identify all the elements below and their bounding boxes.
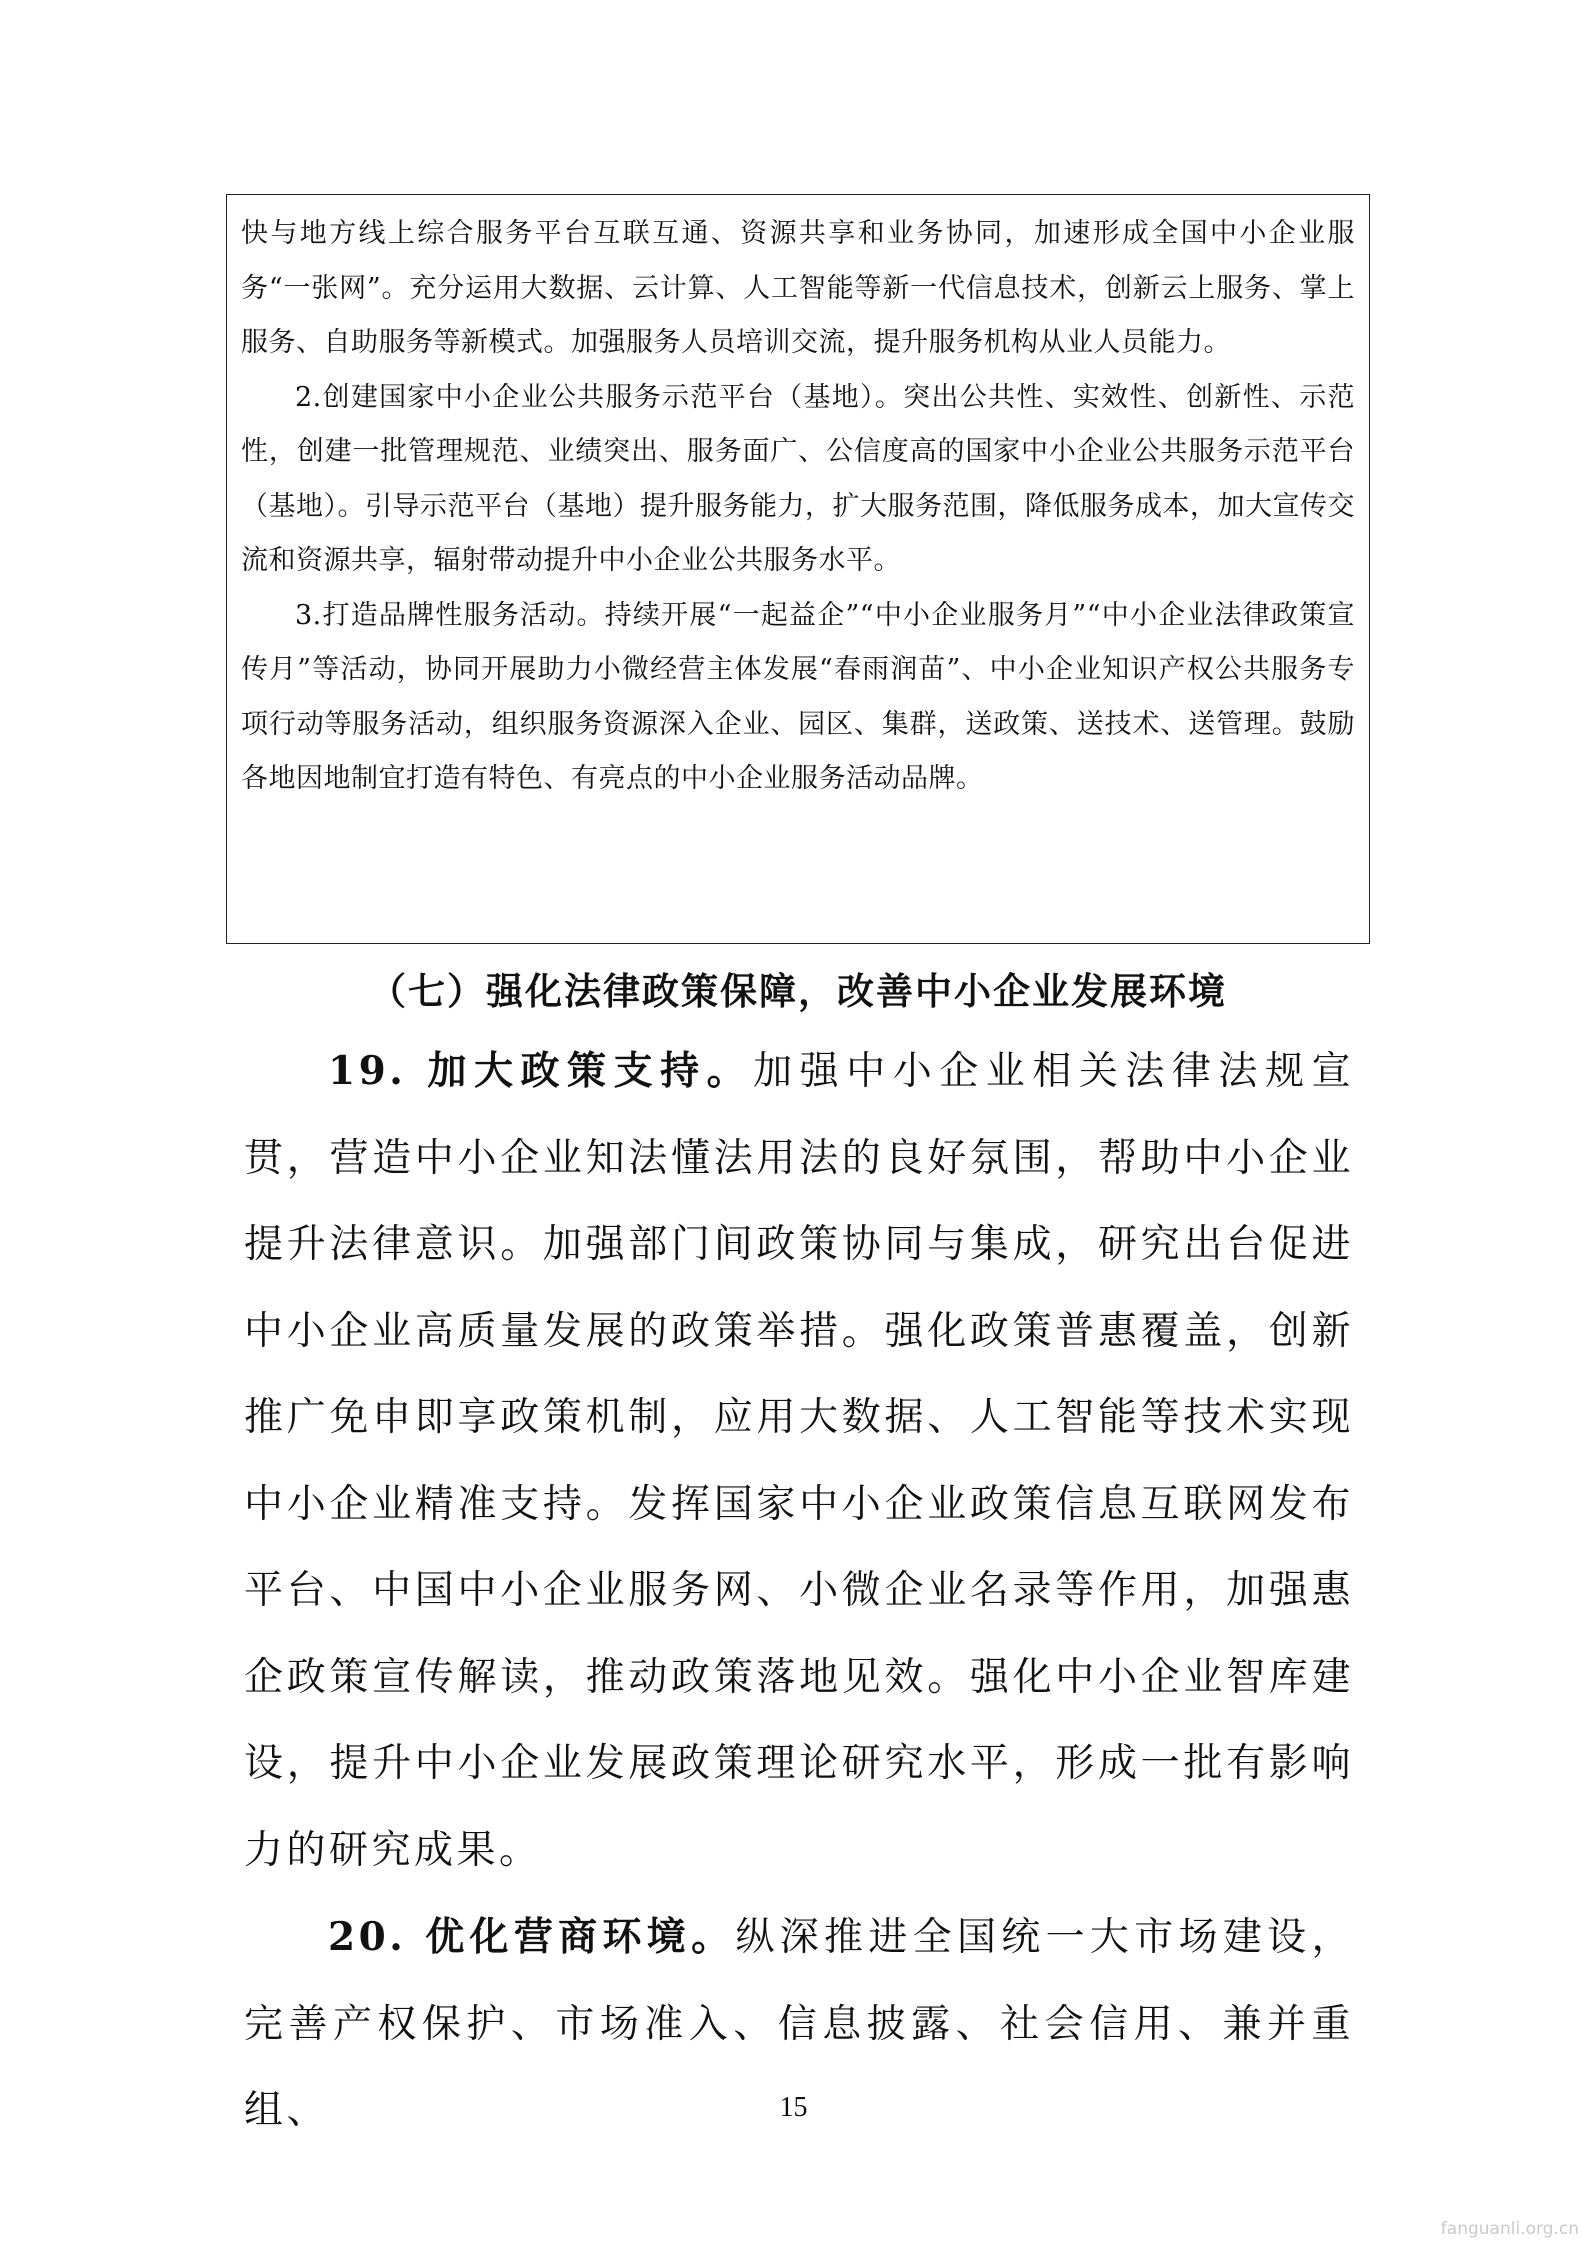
main-text [244,1028,1354,2155]
item-20-lead: 20. 优化营商环境。 [328,1914,736,1960]
page-number: 15 [779,2092,808,2123]
item-20-body: 纵深推进全国统一大市场建设，完善产权保护、市场准入、信息披露、社会信用、兼并重组、 [244,1915,1354,2133]
text-box [226,194,1370,944]
item-19-lead: 19. 加大政策支持。 [328,1048,754,1094]
watermark: fanguanli.org.cn [1440,2219,1579,2239]
item-19-paragraph [244,1028,1354,1894]
box-paragraph-3: 3.打造品牌性服务活动。持续开展“一起益企”“中小企业服务月”“中小企业法律政策宣传月”等活动，协同开展助力小微经营主体发展“春雨润苗”、中小企业知识产权公共服务专项行动等服务活动，组织服务资源深入企业、园区、集群，送政策、送技术、送管理。鼓励各地因地制宜打造有特色、有亮点的中小企业服务活动品牌。 [241,599,1355,794]
section-heading: （七）强化法律政策保障，改善中小企业发展环境 [369,970,1227,1013]
box-paragraph-2: 2.创建国家中小企业公共服务示范平台（基地）。突出公共性、实效性、创新性、示范性，创建一批管理规范、业绩突出、服务面广、公信度高的国家中小企业公共服务示范平台（基地）。引导示范平台（基地）提升服务能力，扩大服务范围，降低服务成本，加大宣传交流和资源共享，辐射带动提升中小企业公共服务水平。 [241,381,1355,576]
box-paragraph-1: 快与地方线上综合服务平台互联互通、资源共享和业务协同，加速形成全国中小企业服务“一张网”。充分运用大数据、云计算、人工智能等新一代信息技术，创新云上服务、掌上服务、自助服务等新模式。加强服务人员培训交流，提升服务机构从业人员能力。 [241,218,1355,358]
item-19-body: 加强中小企业相关法律法规宣贯，营造中小企业知法懂法用法的良好氛围，帮助中小企业提升法律意识。加强部门间政策协同与集成，研究出台促进中小企业高质量发展的政策举措。强化政策普惠覆盖，创新推广免申即享政策机制，应用大数据、人工智能等技术实现中小企业精准支持。发挥国家中小企业政策信息互联网发布平台、中国中小企业服务网、小微企业名录等作用，加强惠企政策宣传解读，推动政策落地见效。强化中小企业智库建设，提升中小企业发展政策理论研究水平，形成一批有影响力的研究成果。 [244,1049,1354,1873]
